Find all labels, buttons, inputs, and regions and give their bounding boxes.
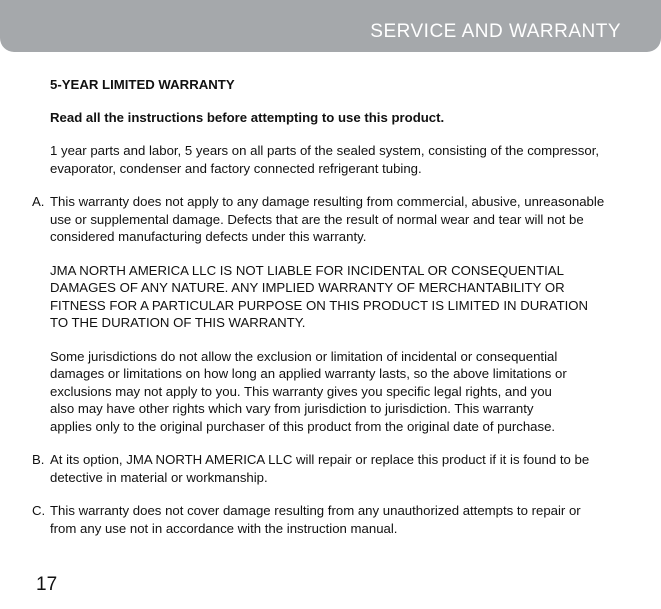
warranty-item-c bbox=[32, 502, 640, 537]
warranty-heading: 5-YEAR LIMITED WARRANTY bbox=[50, 77, 235, 92]
warranty-content bbox=[32, 76, 640, 537]
jurisdiction-line: also may have other rights which vary from jurisdiction to jurisdiction. This warranty bbox=[50, 401, 534, 416]
jurisdiction-line: damages or limitations on how long an applied warranty lasts, so the above limitations or bbox=[50, 366, 567, 381]
page-number: 17 bbox=[36, 574, 58, 595]
jurisdiction-line: Some jurisdictions do not allow the exclusion or limitation of incidental or consequential bbox=[50, 348, 558, 364]
item-line: This warranty does not apply to any damage resulting from commercial, abusive, unreasonable bbox=[50, 194, 605, 209]
item-line: At its option, JMA NORTH AMERICA LLC will repair or replace this product if it is found to be bbox=[50, 452, 590, 467]
intro-paragraph bbox=[50, 142, 640, 177]
section-title: SERVICE AND WARRANTY bbox=[370, 21, 621, 42]
header-bar bbox=[0, 0, 661, 52]
warranty-item-a bbox=[32, 193, 640, 246]
item-marker: B. bbox=[32, 452, 45, 467]
disclaimer-line: JMA NORTH AMERICA LLC IS NOT LIABLE FOR INCIDENTAL OR CONSEQUENTIAL bbox=[50, 262, 564, 278]
item-line: from any use not in accordance with the instruction manual. bbox=[50, 520, 398, 536]
intro-line: evaporator, condenser and factory connected refrigerant tubing. bbox=[50, 160, 422, 176]
item-line: detective in material or workmanship. bbox=[50, 469, 268, 485]
disclaimer-line: FITNESS FOR A PARTICULAR PURPOSE ON THIS PRODUCT IS LIMITED IN DURATION bbox=[50, 297, 589, 313]
instruction-notice: Read all the instructions before attempting to use this product. bbox=[50, 109, 445, 125]
item-marker: C. bbox=[32, 503, 46, 518]
item-marker: A. bbox=[32, 194, 45, 209]
item-line: use or supplemental damage. Defects that are the result of normal wear and tear will not be bbox=[50, 211, 584, 227]
disclaimer-line: TO THE DURATION OF THIS WARRANTY. bbox=[50, 315, 306, 330]
jurisdiction-line: applies only to the original purchaser of this product from the original date of purchase. bbox=[50, 418, 556, 434]
jurisdiction-paragraph bbox=[50, 348, 640, 436]
warranty-item-b bbox=[32, 451, 640, 486]
intro-line: 1 year parts and labor, 5 years on all parts of the sealed system, consisting of the compressor, bbox=[50, 143, 600, 158]
disclaimer-line: DAMAGES OF ANY NATURE. ANY IMPLIED WARRANTY OF MERCHANTABILITY OR bbox=[50, 280, 565, 295]
item-line: considered manufacturing defects under this warranty. bbox=[50, 229, 367, 244]
jurisdiction-line: exclusions may not apply to you. This warranty gives you specific legal rights, and you bbox=[50, 383, 552, 399]
liability-disclaimer bbox=[50, 262, 640, 332]
item-line: This warranty does not cover damage resulting from any unauthorized attempts to repair or bbox=[50, 503, 581, 518]
